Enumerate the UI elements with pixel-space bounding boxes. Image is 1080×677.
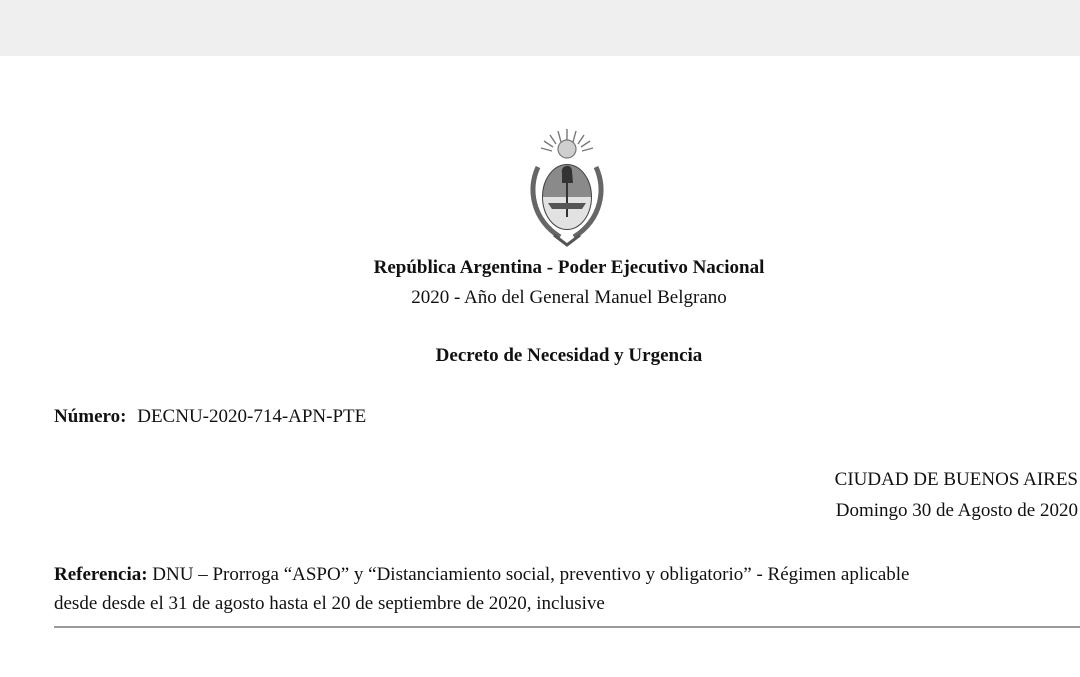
coat-of-arms-icon [526, 127, 608, 251]
viewer-top-bar [0, 0, 1080, 56]
reference-label: Referencia: [54, 564, 148, 585]
document-type: Decreto de Necesidad y Urgencia [435, 345, 703, 366]
document-number [54, 405, 366, 429]
document-date: Domingo 30 de Agosto de 2020 [835, 500, 1078, 521]
reference [54, 560, 1070, 618]
header-title: República Argentina - Poder Ejecutivo Nacional [373, 257, 765, 278]
header-subtitle: 2020 - Año del General Manuel Belgrano [411, 287, 727, 308]
document-number-value: DECNU-2020-714-APN-PTE [137, 406, 367, 427]
reference-line-1 [54, 560, 1070, 589]
reference-text-2: desde desde el 31 de agosto hasta el 20 de septiembre de 2020, inclusive [54, 593, 605, 614]
reference-text-1: DNU – Prorroga “ASPO” y “Distanciamiento social, preventivo y obligatorio” - Régimen aplicable [152, 564, 910, 585]
document-number-label: Número: [54, 406, 127, 427]
city: CIUDAD DE BUENOS AIRES [834, 469, 1078, 490]
divider [54, 626, 1080, 628]
